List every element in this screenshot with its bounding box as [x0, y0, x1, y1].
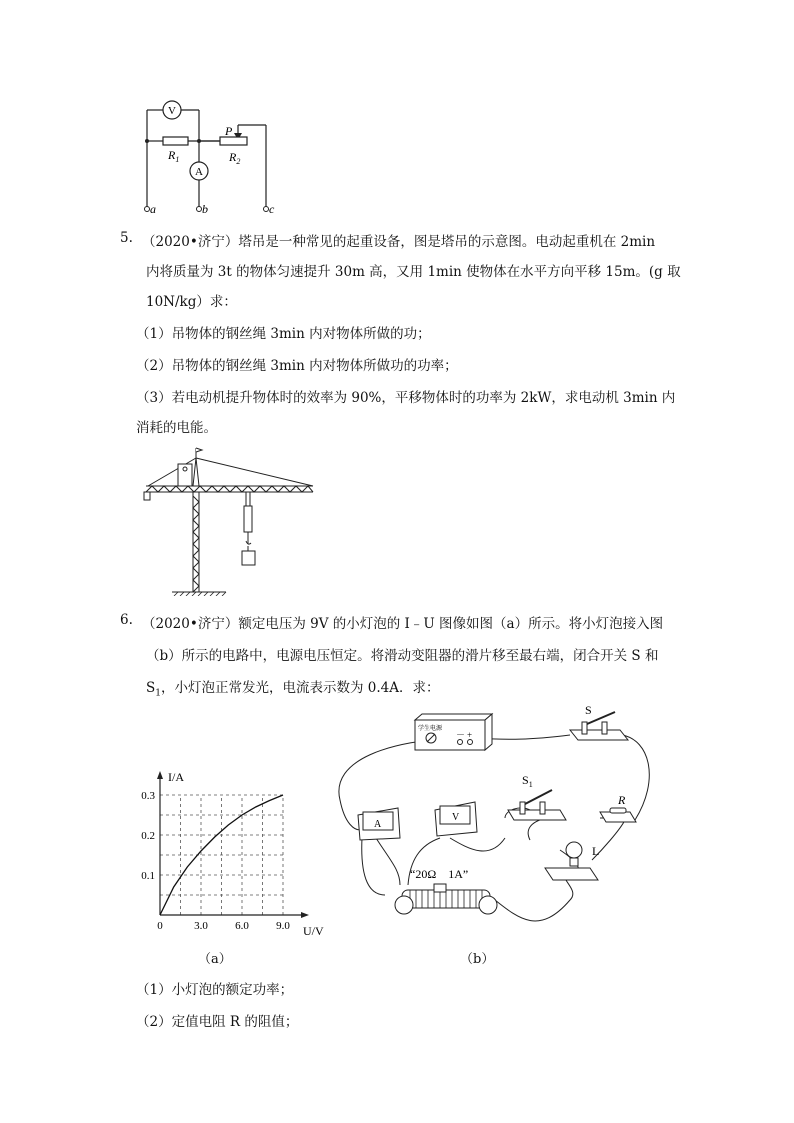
ammeter	[358, 808, 400, 840]
q5-sub-4: 消耗的电能。	[136, 420, 217, 436]
y-axis-label: I/A	[168, 770, 184, 784]
x-tick-label: 3.0	[194, 920, 208, 932]
y-tick-label: 0.1	[141, 870, 155, 882]
x-axis-label: U/V	[303, 924, 324, 938]
slider-p-label: P	[225, 124, 233, 138]
rheostat-rating-label: “20Ω 1A”	[410, 867, 469, 881]
tower-crane-diagram	[138, 446, 318, 596]
power-supply	[415, 714, 492, 750]
power-supply-label: 学生电源	[418, 726, 443, 732]
circuit-diagram-b	[330, 700, 670, 945]
terminal-b-label: b	[202, 202, 208, 216]
switch-s	[570, 703, 628, 740]
resistor-r	[600, 793, 636, 822]
q5-line-2: 内将质量为 3t 的物体匀速提升 30m 高，又用 1min 使物体在水平方向平移 15m。(g 取	[146, 264, 681, 280]
q5-sub-3: （3）若电动机提升物体时的效率为 90%，平移物体时的功率为 2kW，求电动机 3min 内	[136, 390, 676, 406]
terminal-c-label: c	[269, 202, 275, 216]
iu-chart	[140, 765, 330, 945]
r2-label: $R_2$	[229, 150, 241, 166]
q6-sub-1: （1）小灯泡的额定功率；	[136, 982, 294, 998]
q6-line-2: （b）所示的电路中，电源电压恒定。将滑动变阻器的滑片移至最右端，闭合开关 S 和	[146, 648, 659, 664]
ammeter-label: A	[195, 166, 203, 178]
voltmeter-symbol-label: V	[452, 812, 460, 823]
q6-sub-2: （2）定值电阻 R 的阻值；	[136, 1014, 299, 1030]
q6-line-1: （2020•济宁）额定电压为 9V 的小灯泡的 I﹣U 图像如图（a）所示。将小灯泡接入图	[142, 616, 664, 632]
switch-s1	[508, 773, 566, 820]
caption-a: （a）	[198, 952, 232, 967]
q5-number: 5.	[120, 230, 133, 246]
y-tick-label: 0.3	[141, 790, 155, 802]
rheostat-r2	[220, 137, 247, 145]
terminal-a-label: a	[150, 202, 156, 216]
q5-sub-2: （2）吊物体的钢丝绳 3min 内对物体所做功的功率；	[136, 358, 458, 374]
q5-line-1: （2020•济宁）塔吊是一种常见的起重设备，图是塔吊的示意图。电动起重机在 2min	[142, 234, 656, 250]
y-axis-arrow	[157, 771, 163, 779]
x-tick-label: 6.0	[235, 920, 249, 932]
voltmeter	[435, 802, 477, 836]
resistor-r-label: R	[618, 793, 626, 807]
q6-line-3-text: ，小灯泡正常发光，电流表示数为 0.4A．求：	[160, 680, 440, 696]
resistor-r1	[163, 137, 188, 145]
rheostat	[395, 867, 497, 914]
r1-label: $R_1$	[168, 148, 180, 164]
switch-s1-subscript: 1	[155, 688, 161, 699]
x-axis-arrow	[301, 912, 309, 918]
lamp-l	[545, 842, 599, 880]
q5-line-3: 10N/kg）求：	[146, 294, 237, 310]
circuit-diagram-1	[130, 95, 290, 220]
power-supply-minus: －	[456, 730, 466, 740]
switch-s-label: S	[585, 703, 592, 717]
q6-line-3	[146, 676, 440, 699]
voltmeter-label: V	[168, 105, 176, 117]
power-supply-plus: +	[467, 730, 473, 740]
x-tick-label: 9.0	[276, 920, 290, 932]
switch-s1-symbol: S	[146, 680, 156, 696]
switch-s1-label: $S_1$	[522, 773, 533, 789]
caption-b: （b）	[460, 952, 495, 967]
q6-number: 6.	[120, 612, 133, 628]
q5-sub-1: （1）吊物体的钢丝绳 3min 内对物体所做的功；	[136, 326, 431, 342]
lamp-l-label: L	[592, 844, 600, 858]
y-tick-label: 0.2	[141, 830, 155, 842]
x-tick-label: 0	[157, 920, 163, 932]
ammeter-symbol-label: A	[374, 819, 382, 830]
